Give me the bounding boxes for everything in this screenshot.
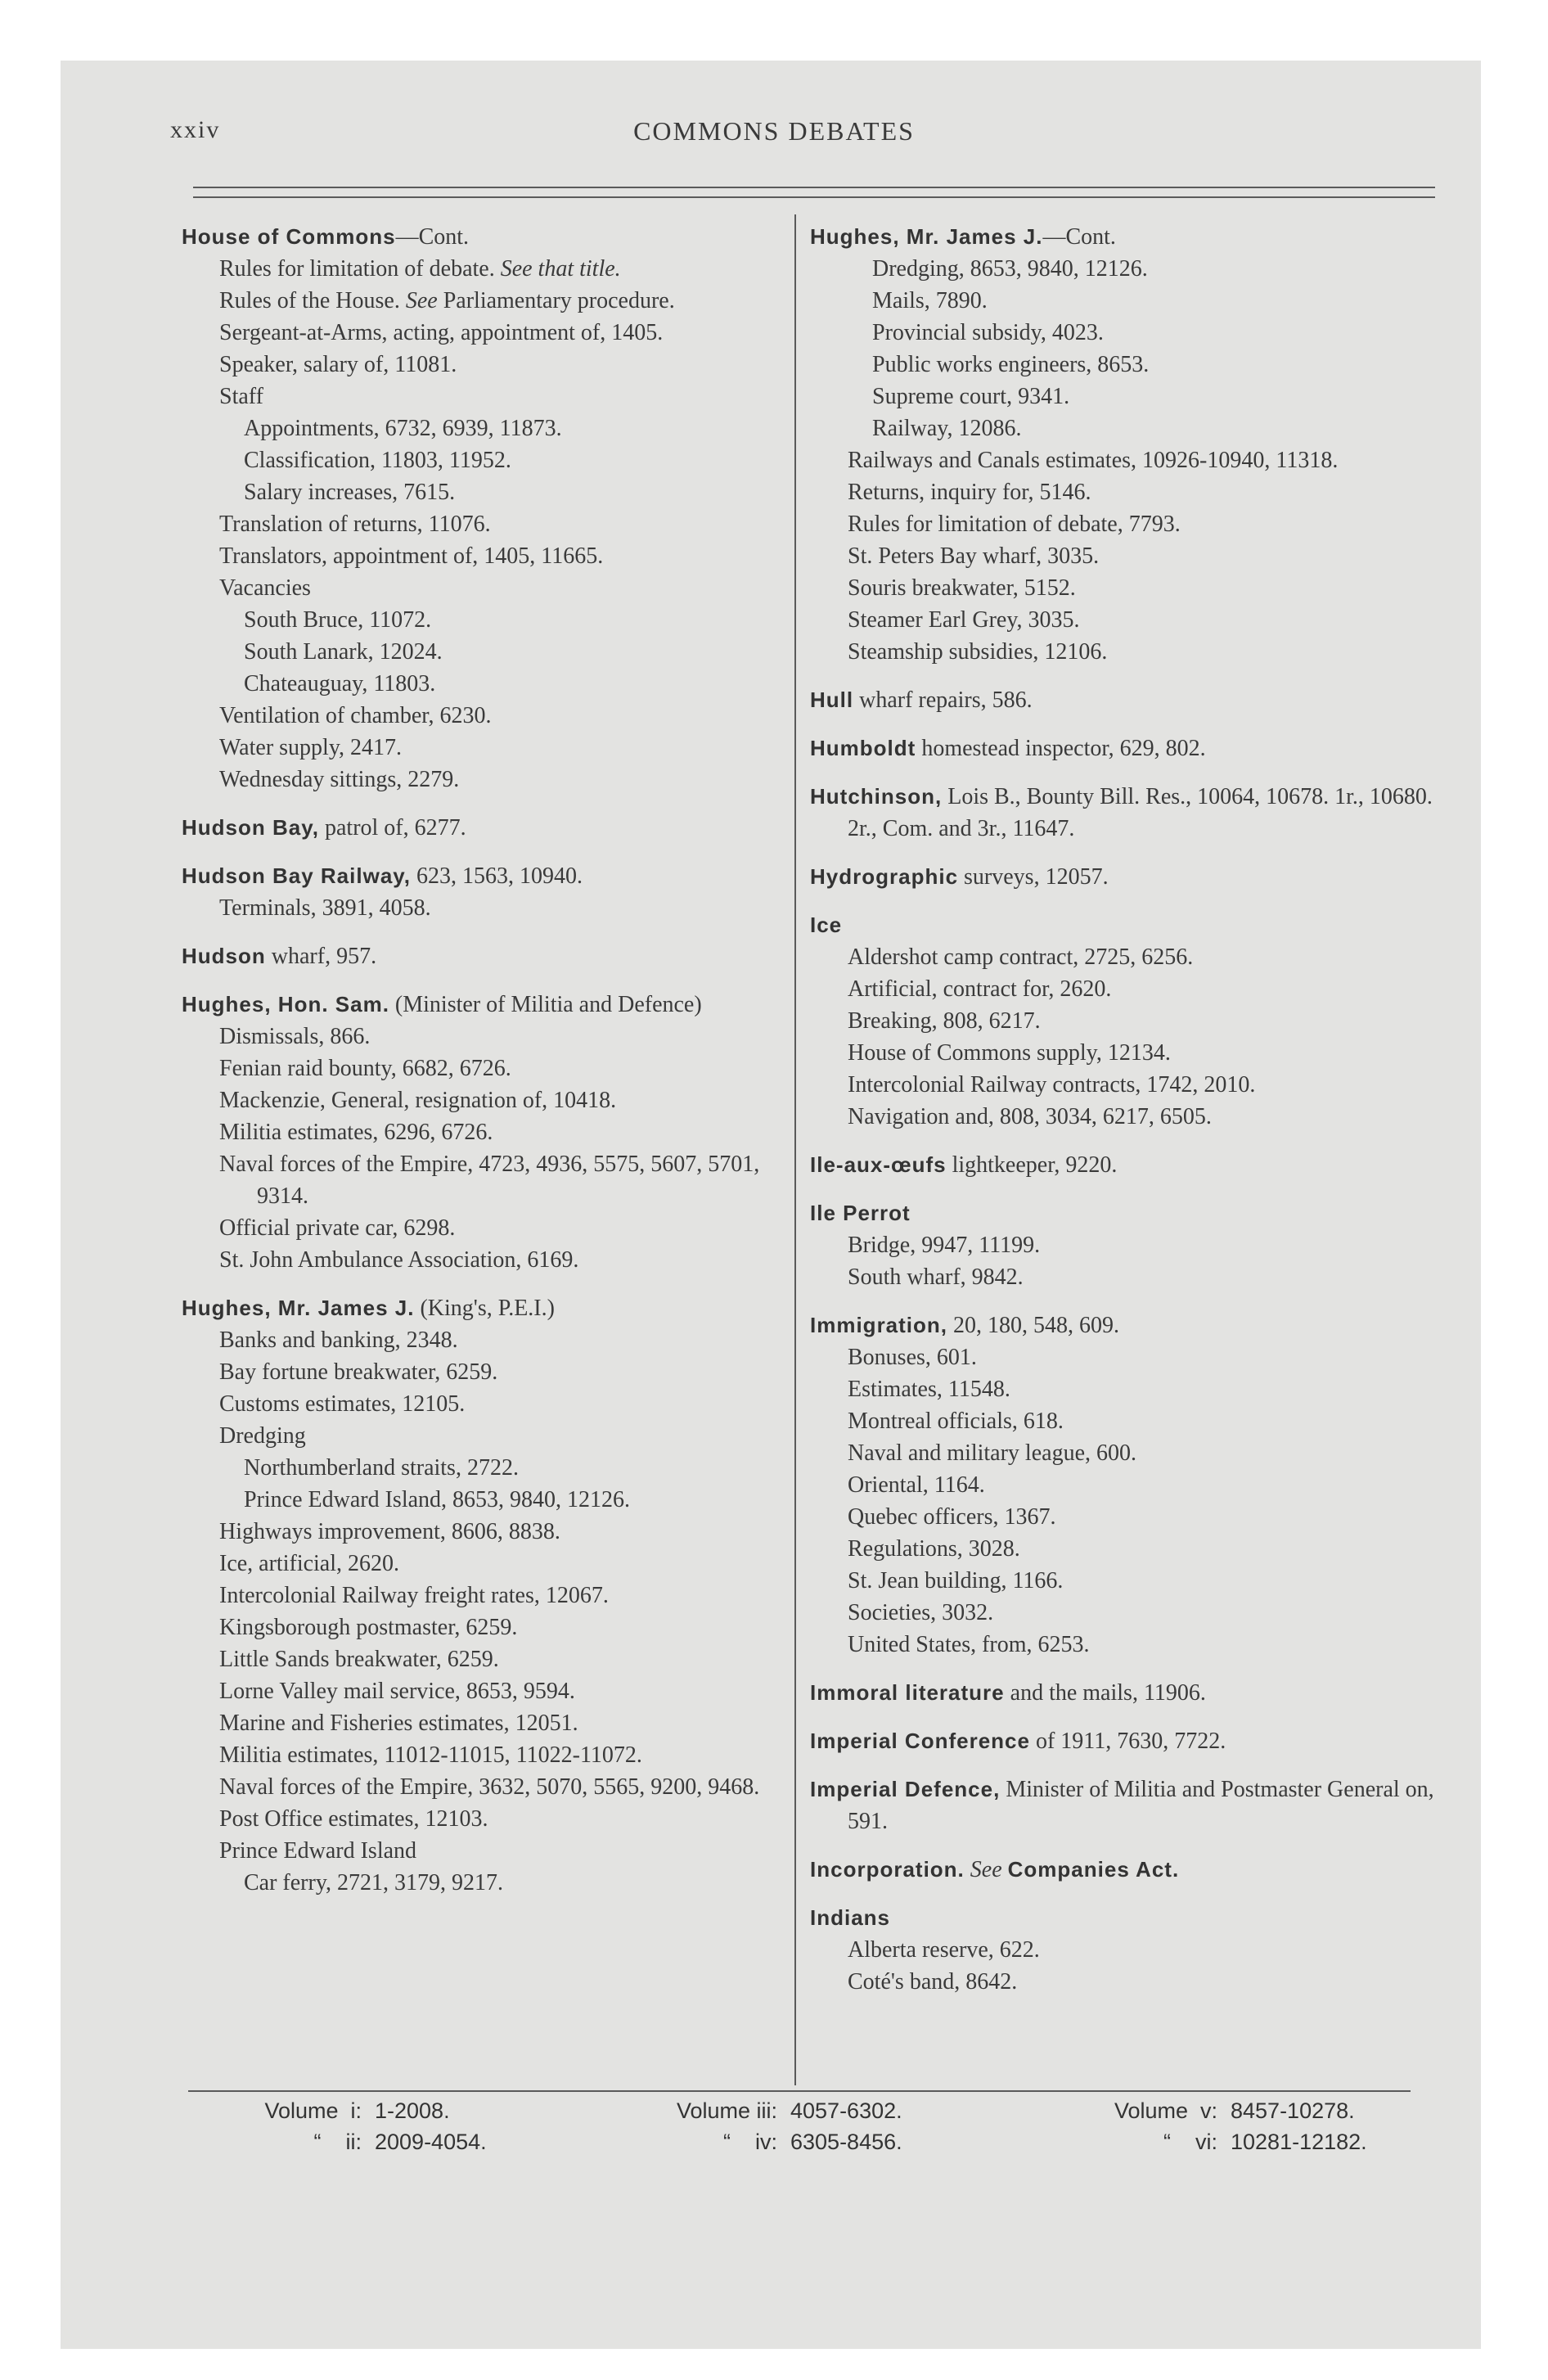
- index-headword: Immigration,: [810, 1313, 948, 1337]
- index-heading: [810, 684, 1440, 716]
- index-entry: [810, 732, 1440, 764]
- index-subentry: [219, 1388, 787, 1420]
- subentry-text: Appointments, 6732, 6939, 11873.: [244, 416, 562, 441]
- index-subentry: [219, 1771, 787, 1803]
- index-subentry: [219, 892, 787, 924]
- subentry-text: Ice, artificial, 2620.: [219, 1551, 400, 1576]
- see-target: Parliamentary procedure.: [437, 288, 675, 313]
- subentry-text: Chateauguay, 11803.: [244, 671, 436, 696]
- subentry-text: Quebec officers, 1367.: [848, 1504, 1056, 1530]
- index-subentry: [219, 1803, 787, 1835]
- subentry-text: Breaking, 808, 6217.: [848, 1008, 1041, 1034]
- subentry-text: South Lanark, 12024.: [244, 639, 443, 665]
- subentry-text: Vacancies: [219, 575, 311, 601]
- index-subentry: [848, 1533, 1440, 1565]
- index-headword: Imperial Defence,: [810, 1777, 1001, 1801]
- left-column: [182, 221, 787, 1899]
- volume-label: Volume i:: [264, 2098, 362, 2123]
- index-subentry: [848, 444, 1440, 476]
- index-entry: [182, 221, 787, 796]
- index-heading-text: and the mails, 11906.: [1004, 1680, 1206, 1706]
- footer-volume-row: [1062, 2095, 1367, 2126]
- index-heading: [810, 1774, 1440, 1837]
- index-heading-text: Minister of Militia and Postmaster General on, 591.: [848, 1777, 1434, 1834]
- index-entry: [182, 989, 787, 1276]
- index-subentry: [219, 1675, 787, 1707]
- subentry-text: Artificial, contract for, 2620.: [848, 976, 1112, 1002]
- index-heading: [810, 909, 1440, 941]
- index-subentry: [219, 1739, 787, 1771]
- index-entry: [810, 1309, 1440, 1661]
- index-entry: [810, 1774, 1440, 1837]
- index-subentry: [872, 381, 1440, 412]
- subentry-text: Militia estimates, 11012-11015, 11022-11072.: [219, 1742, 642, 1768]
- index-subentry: [872, 349, 1440, 381]
- index-subentry: [872, 253, 1440, 285]
- subentry-text: Public works engineers, 8653.: [872, 352, 1150, 377]
- index-subentry: [848, 1261, 1440, 1293]
- subentry-text: Banks and banking, 2348.: [219, 1327, 458, 1353]
- subentry-text: Regulations, 3028.: [848, 1536, 1020, 1562]
- subentry-text: House of Commons supply, 12134.: [848, 1040, 1171, 1066]
- index-heading: [810, 732, 1440, 764]
- index-heading: [810, 1677, 1440, 1709]
- index-subentry: [244, 668, 787, 700]
- index-subentry: [244, 604, 787, 636]
- subentry-text: Official private car, 6298.: [219, 1215, 456, 1241]
- subentry-text: Car ferry, 2721, 3179, 9217.: [244, 1870, 504, 1895]
- index-headword: Hudson Bay,: [182, 815, 319, 840]
- index-entry: [182, 860, 787, 924]
- subentry-text: Wednesday sittings, 2279.: [219, 767, 460, 792]
- index-subentry: [219, 700, 787, 732]
- subentry-text: Marine and Fisheries estimates, 12051.: [219, 1711, 578, 1736]
- index-headword: Indians: [810, 1905, 891, 1930]
- index-heading: [810, 861, 1440, 893]
- volume-label: “ iv:: [723, 2130, 777, 2154]
- index-heading-text: lightkeeper, 9220.: [946, 1152, 1118, 1178]
- index-subentry: [244, 1452, 787, 1484]
- index-subentry: [219, 1835, 787, 1867]
- index-subentry: [219, 1148, 787, 1212]
- right-column: [810, 221, 1440, 1998]
- subentry-text: Naval forces of the Empire, 4723, 4936, 5575, 5607, 5701, 9314.: [219, 1152, 760, 1209]
- footer-volume-row: [622, 2126, 902, 2157]
- index-entry: [810, 1902, 1440, 1998]
- index-entry: [810, 221, 1440, 668]
- index-subentry: [219, 764, 787, 796]
- header-rule: [193, 187, 1435, 188]
- index-subentry: [848, 1405, 1440, 1437]
- index-subentry: [219, 253, 787, 285]
- subentry-text: Northumberland straits, 2722.: [244, 1455, 519, 1481]
- index-subentry: [848, 508, 1440, 540]
- subentry-text: Naval and military league, 600.: [848, 1440, 1136, 1466]
- subentry-text: Steamship subsidies, 12106.: [848, 639, 1108, 665]
- subentry-text: Societies, 3032.: [848, 1600, 994, 1625]
- index-entry: [810, 1149, 1440, 1181]
- subentry-text: Rules for limitation of debate.: [219, 256, 495, 282]
- index-subentry: [848, 1437, 1440, 1469]
- subentry-text: Steamer Earl Grey, 3035.: [848, 607, 1080, 633]
- volume-range: 2009-4054.: [375, 2130, 487, 2154]
- subentry-text: Oriental, 1164.: [848, 1472, 985, 1498]
- index-heading-text: 20, 180, 548, 609.: [947, 1313, 1120, 1338]
- index-heading-text: of 1911, 7630, 7722.: [1029, 1729, 1226, 1754]
- index-subentry: [848, 1565, 1440, 1597]
- index-subentry: [848, 1597, 1440, 1629]
- see-reference: See: [964, 1857, 1008, 1882]
- index-headword: Hughes, Hon. Sam.: [182, 992, 389, 1016]
- see-target: Companies Act.: [1007, 1857, 1180, 1882]
- index-entry: [810, 1854, 1440, 1886]
- index-subentry: [219, 1116, 787, 1148]
- index-heading-text: wharf repairs, 586.: [853, 687, 1033, 713]
- index-subentry: [219, 572, 787, 604]
- index-subentry: [848, 941, 1440, 973]
- index-entry: [810, 1725, 1440, 1757]
- index-subentry: [219, 317, 787, 349]
- index-entry: [810, 781, 1440, 845]
- index-subentry: [848, 1966, 1440, 1998]
- subentry-text: Naval forces of the Empire, 3632, 5070, 5565, 9200, 9468.: [219, 1774, 760, 1800]
- page-title: COMMONS DEBATES: [633, 116, 915, 146]
- index-subentry: [244, 1867, 787, 1899]
- header-rule-double: [193, 196, 1435, 198]
- volume-range: 1-2008.: [375, 2098, 450, 2123]
- subentry-text: Provincial subsidy, 4023.: [872, 320, 1104, 345]
- index-subentry: [244, 1484, 787, 1516]
- index-subentry: [219, 1548, 787, 1580]
- subentry-text: St. Jean building, 1166.: [848, 1568, 1064, 1593]
- index-subentry: [219, 349, 787, 381]
- index-headword: Ice: [810, 913, 843, 937]
- index-entry: [182, 940, 787, 972]
- index-subentry: [244, 444, 787, 476]
- index-heading: [182, 940, 787, 972]
- index-subentry: [219, 381, 787, 412]
- index-headword: Ile-aux-œufs: [810, 1152, 947, 1177]
- subentry-text: United States, from, 6253.: [848, 1632, 1090, 1657]
- index-headword: Humboldt: [810, 736, 916, 760]
- index-subentry: [244, 476, 787, 508]
- index-heading-text: homestead inspector, 629, 802.: [916, 736, 1206, 761]
- index-entry: [810, 1197, 1440, 1293]
- index-subentry: [219, 1611, 787, 1643]
- index-heading-text: wharf, 957.: [265, 944, 377, 969]
- index-subentry: [244, 412, 787, 444]
- index-subentry: [848, 973, 1440, 1005]
- index-entry: [810, 684, 1440, 716]
- index-subentry: [848, 476, 1440, 508]
- subentry-text: Bridge, 9947, 11199.: [848, 1233, 1041, 1258]
- subentry-text: Highways improvement, 8606, 8838.: [219, 1519, 560, 1544]
- index-heading: [810, 1149, 1440, 1181]
- see-reference: See that title.: [500, 256, 621, 282]
- footer-volume-group: [206, 2095, 487, 2157]
- index-subentry: [219, 1021, 787, 1053]
- subentry-text: Terminals, 3891, 4058.: [219, 895, 431, 921]
- subentry-text: Bay fortune breakwater, 6259.: [219, 1359, 498, 1385]
- subentry-text: Water supply, 2417.: [219, 735, 403, 760]
- index-subentry: [848, 1934, 1440, 1966]
- index-headword: Incorporation.: [810, 1857, 965, 1882]
- index-headword: Hutchinson,: [810, 784, 943, 809]
- subentry-text: Translation of returns, 11076.: [219, 512, 491, 537]
- index-headword: House of Commons: [182, 224, 396, 249]
- subentry-text: St. Peters Bay wharf, 3035.: [848, 543, 1100, 569]
- index-subentry: [848, 1101, 1440, 1133]
- subentry-text: South Bruce, 11072.: [244, 607, 432, 633]
- index-subentry: [848, 540, 1440, 572]
- footer-volume-row: [622, 2095, 902, 2126]
- index-headword: Hydrographic: [810, 864, 959, 889]
- subentry-text: Little Sands breakwater, 6259.: [219, 1647, 499, 1672]
- volume-range: 10281-12182.: [1231, 2130, 1367, 2154]
- page-number: xxiv: [170, 116, 221, 143]
- index-heading-text: patrol of, 6277.: [318, 815, 466, 841]
- subentry-text: Alberta reserve, 622.: [848, 1937, 1040, 1963]
- index-heading: [810, 1854, 1440, 1886]
- index-heading-text: surveys, 12057.: [958, 864, 1109, 890]
- index-subentry: [219, 732, 787, 764]
- index-subentry: [848, 1469, 1440, 1501]
- volume-range: 6305-8456.: [790, 2130, 902, 2154]
- subentry-text: Staff: [219, 384, 263, 409]
- subentry-text: Ventilation of chamber, 6230.: [219, 703, 492, 728]
- index-subentry: [848, 1069, 1440, 1101]
- index-subentry: [848, 1373, 1440, 1405]
- subentry-text: St. John Ambulance Association, 6169.: [219, 1247, 579, 1273]
- index-entry: [182, 1292, 787, 1899]
- subentry-text: South wharf, 9842.: [848, 1264, 1024, 1290]
- subentry-text: Souris breakwater, 5152.: [848, 575, 1076, 601]
- subentry-text: Mails, 7890.: [872, 288, 988, 313]
- index-heading: [182, 1292, 787, 1324]
- subentry-text: Railways and Canals estimates, 10926-10940, 11318.: [848, 448, 1339, 473]
- volume-range: 8457-10278.: [1231, 2098, 1355, 2123]
- index-subentry: [244, 636, 787, 668]
- index-subentry: [848, 1501, 1440, 1533]
- subentry-text: Dredging: [219, 1423, 306, 1449]
- index-subentry: [219, 1212, 787, 1244]
- subentry-text: Post Office estimates, 12103.: [219, 1806, 488, 1832]
- volume-range: 4057-6302.: [790, 2098, 902, 2123]
- index-subentry: [219, 1053, 787, 1084]
- index-entry: [182, 812, 787, 844]
- volume-label: Volume iii:: [676, 2098, 777, 2123]
- subentry-text: Mackenzie, General, resignation of, 10418.: [219, 1088, 617, 1113]
- index-subentry: [848, 604, 1440, 636]
- index-heading: [182, 989, 787, 1021]
- subentry-text: Sergeant-at-Arms, acting, appointment of, 1405.: [219, 320, 664, 345]
- index-subentry: [872, 412, 1440, 444]
- index-subentry: [872, 317, 1440, 349]
- index-subentry: [848, 1037, 1440, 1069]
- subentry-text: Customs estimates, 12105.: [219, 1391, 466, 1417]
- column-divider: [794, 214, 796, 2085]
- index-headword: Immoral literature: [810, 1680, 1005, 1705]
- index-subentry: [848, 572, 1440, 604]
- subentry-text: Montreal officials, 618.: [848, 1409, 1064, 1434]
- index-entry: [810, 909, 1440, 1133]
- index-heading: [182, 812, 787, 844]
- volume-label: “ ii:: [313, 2130, 362, 2154]
- subentry-text: Dredging, 8653, 9840, 12126.: [872, 256, 1148, 282]
- index-heading: [182, 860, 787, 892]
- volume-label: “ vi:: [1163, 2130, 1217, 2154]
- subentry-text: Intercolonial Railway contracts, 1742, 2010.: [848, 1072, 1256, 1098]
- index-headword: Hughes, Mr. James J.: [810, 224, 1043, 249]
- subentry-text: Bonuses, 601.: [848, 1345, 977, 1370]
- index-heading-text: 623, 1563, 10940.: [411, 863, 583, 889]
- index-heading: [810, 1197, 1440, 1229]
- index-headword: Hudson Bay Railway,: [182, 863, 412, 888]
- index-subentry: [848, 636, 1440, 668]
- index-headword: Hughes, Mr. James J.: [182, 1296, 415, 1320]
- index-subentry: [848, 1341, 1440, 1373]
- footer-volume-group: [622, 2095, 902, 2157]
- index-heading-text: Lois B., Bounty Bill. Res., 10064, 10678. 1r., 10680. 2r., Com. and 3r., 11647.: [848, 784, 1433, 841]
- footer-volume-group: [1062, 2095, 1367, 2157]
- subentry-text: Classification, 11803, 11952.: [244, 448, 511, 473]
- subentry-text: Aldershot camp contract, 2725, 6256.: [848, 944, 1194, 970]
- index-heading-text: (Minister of Militia and Defence): [389, 992, 702, 1017]
- subentry-text: Kingsborough postmaster, 6259.: [219, 1615, 518, 1640]
- index-headword: Ile Perrot: [810, 1201, 911, 1225]
- index-heading: [810, 1309, 1440, 1341]
- index-heading-text: (King's, P.E.I.): [414, 1296, 555, 1321]
- subentry-text: Railway, 12086.: [872, 416, 1022, 441]
- index-headword: Hull: [810, 687, 854, 712]
- index-subentry: [219, 1643, 787, 1675]
- subentry-text: Coté's band, 8642.: [848, 1969, 1018, 1995]
- index-heading-text: —Cont.: [395, 224, 470, 250]
- index-subentry: [219, 1580, 787, 1611]
- subentry-text: Lorne Valley mail service, 8653, 9594.: [219, 1679, 575, 1704]
- index-heading: [810, 1725, 1440, 1757]
- index-headword: Hudson: [182, 944, 266, 968]
- subentry-text: Fenian raid bounty, 6682, 6726.: [219, 1056, 511, 1081]
- footer-volume-row: [1062, 2126, 1367, 2157]
- subentry-text: Speaker, salary of, 11081.: [219, 352, 457, 377]
- index-subentry: [848, 1229, 1440, 1261]
- index-subentry: [219, 1420, 787, 1452]
- index-heading: [810, 221, 1440, 253]
- subentry-text: Prince Edward Island, 8653, 9840, 12126.: [244, 1487, 631, 1512]
- footer-volume-row: [206, 2095, 487, 2126]
- index-subentry: [219, 1244, 787, 1276]
- index-heading: [810, 1902, 1440, 1934]
- subentry-text: Dismissals, 866.: [219, 1024, 371, 1049]
- subentry-text: Prince Edward Island: [219, 1838, 417, 1864]
- index-subentry: [219, 1084, 787, 1116]
- subentry-text: Intercolonial Railway freight rates, 12067.: [219, 1583, 609, 1608]
- index-subentry: [848, 1005, 1440, 1037]
- index-subentry: [219, 1356, 787, 1388]
- subentry-text: Returns, inquiry for, 5146.: [848, 480, 1091, 505]
- index-subentry: [219, 1324, 787, 1356]
- subentry-text: Supreme court, 9341.: [872, 384, 1070, 409]
- volume-label: Volume v:: [1114, 2098, 1217, 2123]
- footer-rule: [188, 2090, 1411, 2092]
- index-subentry: [848, 1629, 1440, 1661]
- see-reference: See: [405, 288, 438, 313]
- subentry-text: Salary increases, 7615.: [244, 480, 456, 505]
- footer-volume-row: [206, 2126, 487, 2157]
- subentry-text: Translators, appointment of, 1405, 11665.: [219, 543, 604, 569]
- index-subentry: [219, 1516, 787, 1548]
- subentry-text: Navigation and, 808, 3034, 6217, 6505.: [848, 1104, 1212, 1129]
- index-subentry: [219, 285, 787, 317]
- index-subentry: [219, 1707, 787, 1739]
- index-entry: [810, 861, 1440, 893]
- subentry-text: Militia estimates, 6296, 6726.: [219, 1120, 493, 1145]
- subentry-text: Rules of the House.: [219, 288, 400, 313]
- index-headword: Imperial Conference: [810, 1729, 1030, 1753]
- subentry-text: Rules for limitation of debate, 7793.: [848, 512, 1181, 537]
- index-subentry: [219, 540, 787, 572]
- index-entry: [810, 1677, 1440, 1709]
- index-heading: [182, 221, 787, 253]
- index-subentry: [219, 508, 787, 540]
- subentry-text: Estimates, 11548.: [848, 1377, 1010, 1402]
- index-heading: [810, 781, 1440, 845]
- index-subentry: [872, 285, 1440, 317]
- index-heading-text: —Cont.: [1042, 224, 1116, 250]
